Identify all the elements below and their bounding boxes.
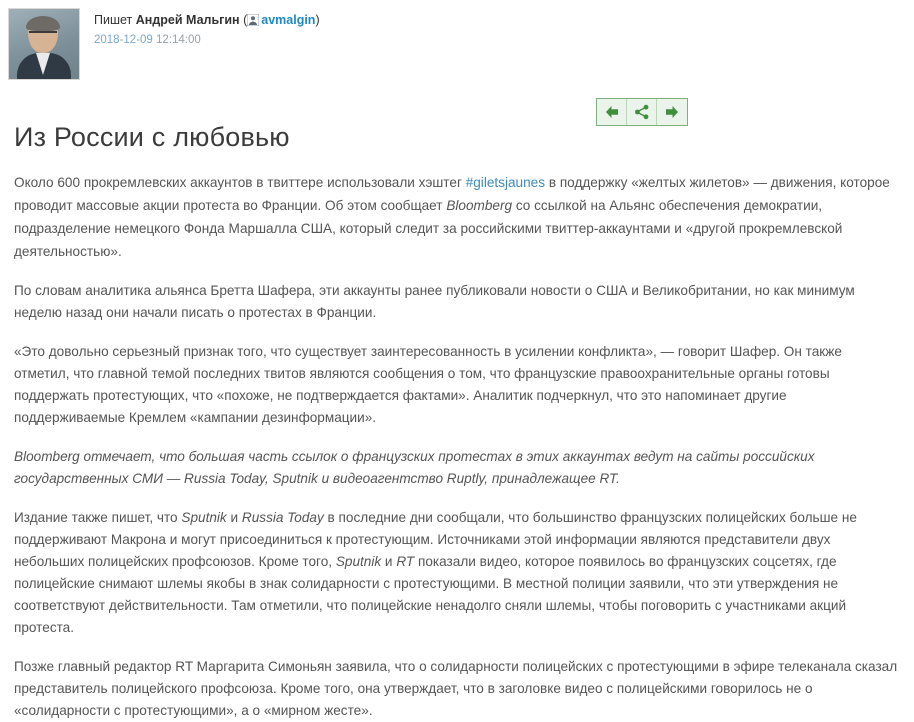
emphasis-text: Sputnik [335, 554, 382, 569]
paragraph-text: со ссылкой на Альянс обеспечения демократии, подразделение немецкого Фонда Маршалла США, который следит за российскими твиттер-аккаунтами и «другой прокремлевской деятельностью». [14, 198, 843, 259]
post-date[interactable]: 2018-12-09 [94, 33, 153, 46]
emphasis-text: Sputnik [181, 510, 227, 525]
author-prefix: Пишет [94, 13, 133, 27]
avatar[interactable] [8, 8, 80, 80]
post-body [14, 171, 900, 722]
post-header [0, 0, 914, 86]
paragraph-text: Позже главный редактор RT Маргарита Симоньян заявила, что о солидарности полицейских с протестующими в эфире телеканала сказал представитель полицейского профсоюза. Кроме того, она утверждает, что в заголовке видео с полицейскими говорилось не о «солидарности с протестующими», а о «мирном жесте». [14, 659, 898, 718]
emphasis-text: Russia Today [241, 510, 324, 525]
paragraph-text: и [226, 510, 242, 525]
paragraph-text: «Это довольно серьезный признак того, что существует заинтересованность в усилении конфликта», — говорит Шафер. Он также отметил, что главной темой последних твитов являются сообщения о том, что французские правоохранительные органы готовы поддержать протестующих, что «похоже, не подтверждается фактами». Аналитик подчеркнул, что это напоминает другие поддерживаемые Кремлем «кампании дезинформации». [14, 344, 842, 425]
emphasis-text: Bloomberg [446, 198, 513, 213]
close-paren: ) [315, 13, 320, 27]
username-link[interactable]: avmalgin [261, 13, 316, 27]
paragraph-text: показали видео, которое появилось во французских соцсетях, где полицейские снимают шлемы якобы в знак солидарности с протестующими. В местной полиции заявили, что эти утверждения не соответствуют действительности. Там отметили, что полицейские ненадолго сняли шлемы, чтобы поговорить с участниками акций протеста. [14, 554, 847, 635]
page-title: Из России с любовью [14, 122, 290, 152]
post-time: 12:14:00 [156, 33, 201, 46]
emphasis-text: отмечает, что большая часть ссылок о французских протестах в этих аккаунтах ведут на сайты российских государственных СМИ — Russia Today, Sputnik и видеоагентство Ruptly, принадлежащее RT. [14, 449, 815, 486]
avatar-glasses [29, 31, 57, 40]
paragraph-text: в последние дни сообщали, что большинство французских полицейских больше не поддерживают Макрона и могут присоединиться к протестующим. Источниками этой информации являются представители двух небольших полицейских профсоюзов. Кроме того, [14, 510, 857, 569]
paragraph-text: По словам аналитика альянса Бретта Шафера, эти аккаунты ранее публиковали новости о США и Великобритании, но как минимум неделю назад они начали писать о протестах в Франции. [14, 283, 855, 320]
emphasis-text: Bloomberg [14, 449, 80, 464]
user-icon [247, 14, 259, 26]
paragraph [14, 171, 900, 263]
paragraph-text: в поддержку «желтых жилетов» — движения, которое проводит массовые акции протеста во Франции. Об этом сообщает [14, 175, 890, 213]
author-name: Андрей Мальгин [135, 13, 240, 27]
post-nav-group [596, 98, 688, 126]
author-line [94, 12, 320, 29]
hashtag-link[interactable]: #giletsjaunes [465, 175, 546, 190]
arrow-right-icon [663, 104, 681, 120]
share-post-button[interactable] [627, 99, 657, 125]
post-date-line [94, 33, 320, 49]
share-icon [633, 104, 651, 120]
author-block [80, 8, 320, 48]
next-post-button[interactable] [657, 99, 687, 125]
paragraph [14, 341, 900, 429]
avatar-hair [26, 16, 60, 31]
arrow-left-icon [603, 104, 621, 120]
paragraph [14, 280, 900, 324]
paragraph-text: Издание также пишет, что [14, 510, 182, 525]
open-paren: ( [243, 13, 248, 27]
paragraph-text: Около 600 прокремлевских аккаунтов в твиттере использовали хэштег [14, 175, 466, 190]
paragraph [14, 507, 900, 639]
article [0, 122, 914, 722]
emphasis-text: RT [396, 554, 415, 569]
paragraph-text: и [381, 554, 397, 569]
prev-post-button[interactable] [597, 99, 627, 125]
paragraph [14, 446, 900, 490]
paragraph [14, 656, 900, 722]
